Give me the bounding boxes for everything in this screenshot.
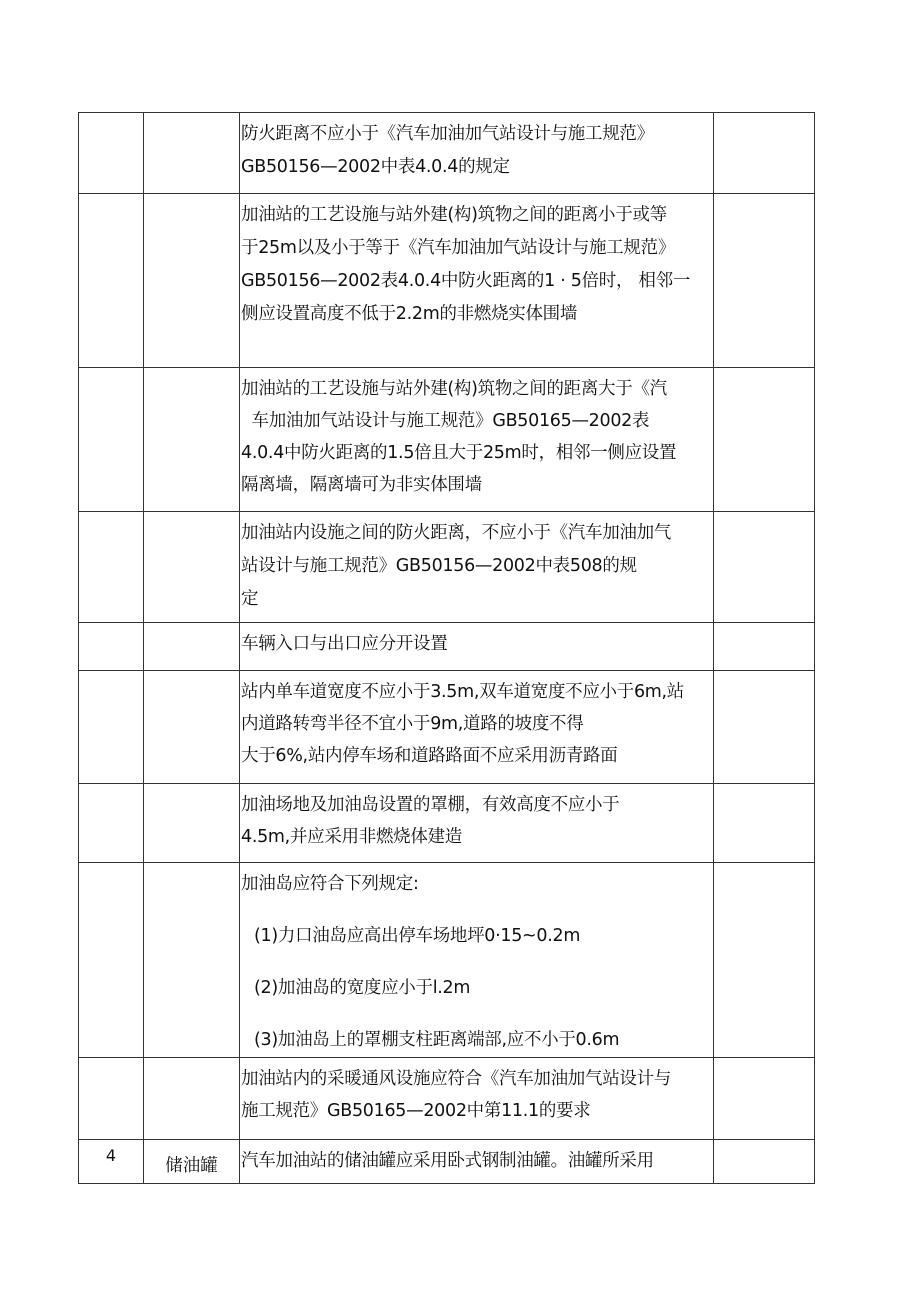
requirement-cell bbox=[240, 368, 714, 512]
table-row bbox=[79, 1058, 815, 1140]
item-number-cell bbox=[79, 368, 144, 512]
table-row bbox=[79, 863, 815, 1058]
requirement-cell bbox=[240, 671, 714, 784]
requirement-text: 防火距离不应小于《汽车加油加气站设计与施工规范》 GB50156—2002中表4.0.4的规定 bbox=[241, 124, 654, 177]
requirement-text: 加油站的工艺设施与站外建(构)筑物之间的距离大于《汽 车加油加气站设计与施工规范》GB50165—2002表 4.0.4中防火距离的1.5倍且大于25m时，相邻一侧应设置 隔离墙，隔离墙可为非实体围墙 bbox=[241, 379, 677, 495]
table-row bbox=[79, 784, 815, 863]
requirement-cell bbox=[240, 1058, 714, 1140]
category-cell bbox=[144, 113, 240, 194]
requirement-cell bbox=[240, 623, 714, 671]
result-cell bbox=[714, 623, 815, 671]
item-number-cell bbox=[79, 1058, 144, 1140]
result-cell bbox=[714, 368, 815, 512]
result-cell bbox=[714, 863, 815, 1058]
category-cell bbox=[144, 863, 240, 1058]
result-cell bbox=[714, 784, 815, 863]
category-cell bbox=[144, 194, 240, 368]
requirement-cell bbox=[240, 863, 714, 1058]
requirement-text: 车辆入口与出口应分开设置 bbox=[241, 634, 448, 654]
category-cell bbox=[144, 512, 240, 623]
result-cell bbox=[714, 194, 815, 368]
requirement-sub-item: (1)力口油岛应高出停车场地坪0·15~0.2m bbox=[254, 926, 581, 946]
item-number-cell bbox=[79, 512, 144, 623]
requirement-text: 加油站内的采暖通风设施应符合《汽车加油加气站设计与 施工规范》GB50165—2002中第11.1的要求 bbox=[241, 1069, 671, 1121]
category-cell bbox=[144, 1058, 240, 1140]
category-cell bbox=[144, 368, 240, 512]
category-cell bbox=[144, 671, 240, 784]
requirement-sub-item: (2)加油岛的宽度应小于l.2m bbox=[254, 978, 471, 998]
requirement-text: 汽车加油站的储油罐应采用卧式钢制油罐。油罐所采用 bbox=[241, 1151, 654, 1171]
table-row bbox=[79, 671, 815, 784]
table-row bbox=[79, 623, 815, 671]
table-row bbox=[79, 194, 815, 368]
item-number-cell bbox=[79, 863, 144, 1058]
result-cell bbox=[714, 113, 815, 194]
requirement-text: 加油站的工艺设施与站外建(构)筑物之间的距离小于或等 于25m以及小于等于《汽车加油加气站设计与施工规范》 GB50156—2002表4.0.4中防火距离的1 · 5倍时， 相邻一 侧应设置高度不低于2.2m的非燃烧实体围墙 bbox=[241, 205, 691, 324]
result-cell bbox=[714, 512, 815, 623]
item-number-cell bbox=[79, 113, 144, 194]
requirement-cell bbox=[240, 784, 714, 863]
table-row bbox=[79, 1140, 815, 1184]
table-row bbox=[79, 113, 815, 194]
item-number-cell bbox=[79, 1140, 144, 1184]
table-row bbox=[79, 512, 815, 623]
item-number-cell bbox=[79, 784, 144, 863]
requirement-cell bbox=[240, 113, 714, 194]
requirement-cell bbox=[240, 512, 714, 623]
requirement-text: 加油场地及加油岛设置的罩棚，有效高度不应小于 4.5m,并应采用非燃烧体建造 bbox=[241, 795, 620, 847]
requirement-heading: 加油岛应符合下列规定: bbox=[241, 874, 419, 894]
requirement-cell bbox=[240, 194, 714, 368]
inspection-table bbox=[78, 112, 815, 1184]
category-cell bbox=[144, 784, 240, 863]
item-number-cell bbox=[79, 194, 144, 368]
category-label: 储油罐 bbox=[165, 1156, 218, 1176]
result-cell bbox=[714, 1140, 815, 1184]
requirement-text: 站内单车道宽度不应小于3.5m,双车道宽度不应小于6m,站 内道路转弯半径不宜小于9m,道路的坡度不得 大于6%,站内停车场和道路路面不应采用沥青路面 bbox=[241, 682, 684, 766]
item-number-cell bbox=[79, 671, 144, 784]
requirement-text: 加油站内设施之间的防火距离，不应小于《汽车加油加气 站设计与施工规范》GB50156—2002中表508的规 定 bbox=[241, 523, 671, 609]
category-cell bbox=[144, 623, 240, 671]
item-number-cell bbox=[79, 623, 144, 671]
requirement-cell bbox=[240, 1140, 714, 1184]
result-cell bbox=[714, 671, 815, 784]
category-cell bbox=[144, 1140, 240, 1184]
requirement-sub-item: (3)加油岛上的罩棚支柱距离端部,应不小于0.6m bbox=[254, 1030, 620, 1050]
item-number: 4 bbox=[105, 1146, 117, 1165]
result-cell bbox=[714, 1058, 815, 1140]
table-row bbox=[79, 368, 815, 512]
